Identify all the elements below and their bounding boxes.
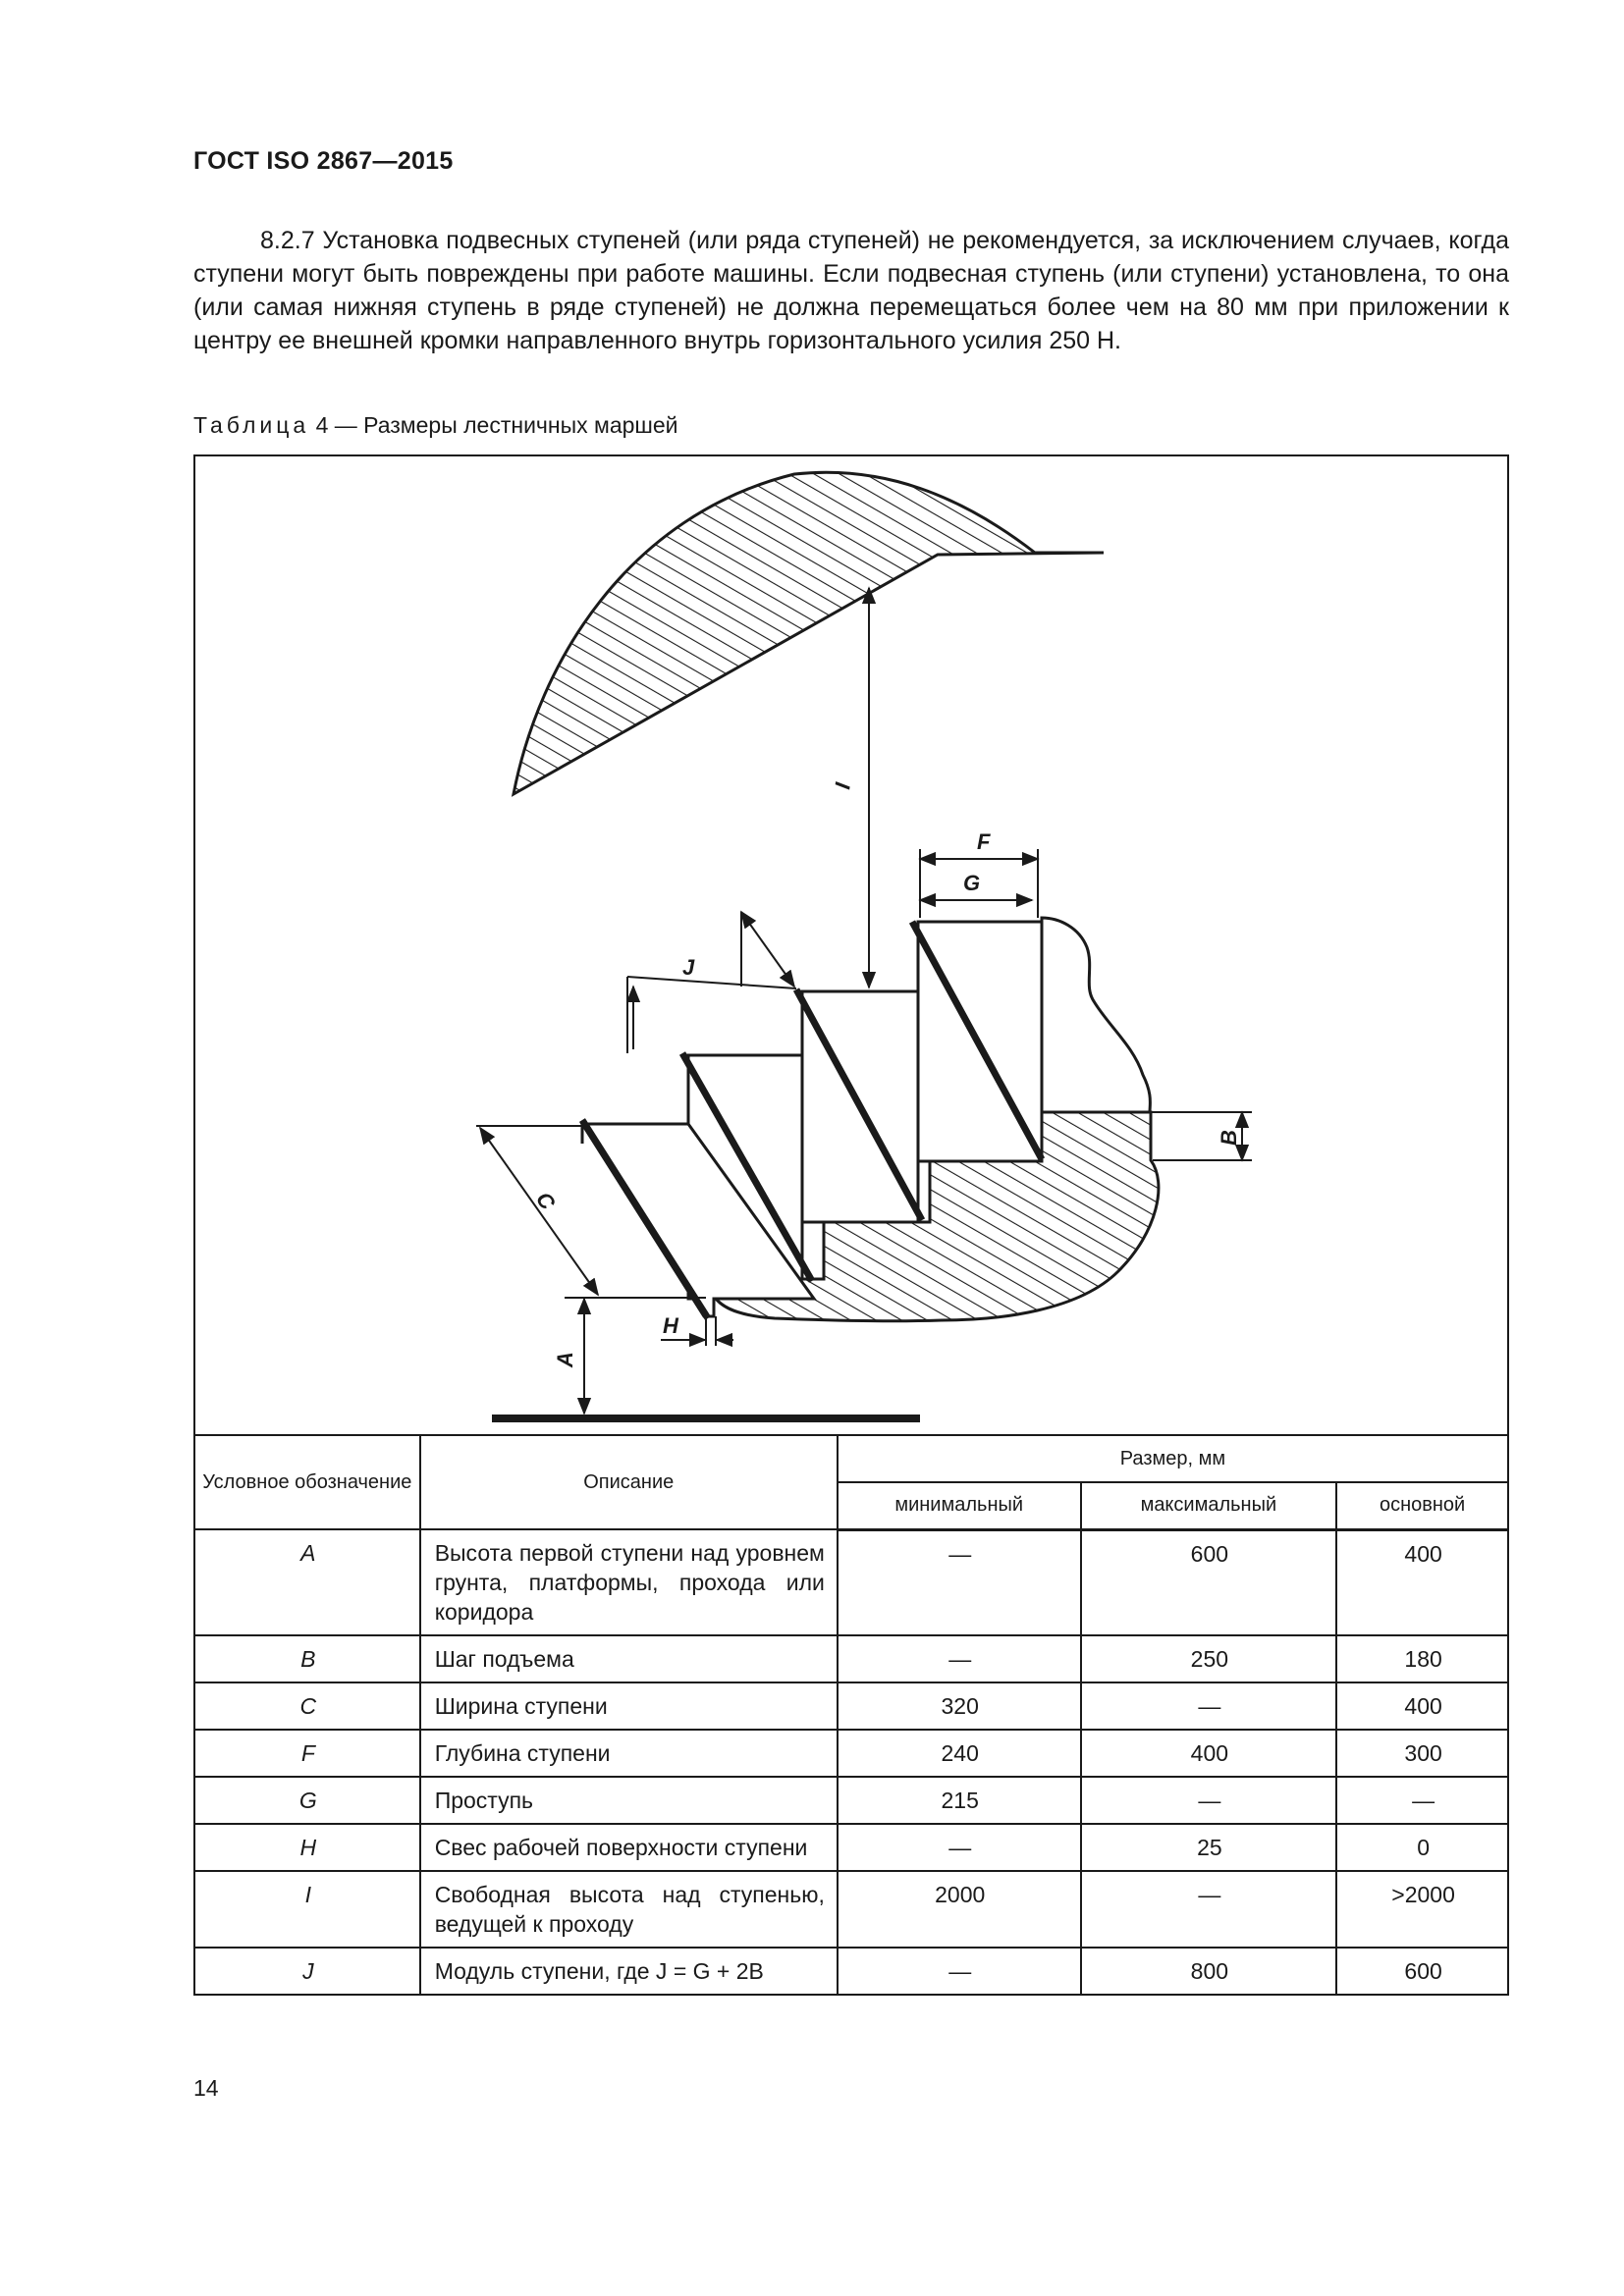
cell-description: Ширина ступени — [420, 1682, 838, 1730]
cell-symbol: C — [194, 1682, 420, 1730]
table-row — [194, 1777, 1508, 1824]
cell-description: Модуль ступени, где J = G + 2B — [420, 1948, 838, 1995]
cell-min: 320 — [838, 1682, 1081, 1730]
dim-label-f: F — [977, 829, 991, 854]
cell-symbol: H — [194, 1824, 420, 1871]
cell-base: — — [1336, 1777, 1508, 1824]
cell-description: Шаг подъема — [420, 1635, 838, 1682]
cell-symbol: B — [194, 1635, 420, 1682]
table-caption — [193, 412, 678, 439]
cell-description: Свес рабочей поверхности ступени — [420, 1824, 838, 1871]
dim-label-b: B — [1217, 1130, 1241, 1146]
cell-base: 400 — [1336, 1529, 1508, 1635]
header-base: основной — [1336, 1482, 1508, 1529]
stair-figure-frame — [193, 454, 1509, 1434]
table-row — [194, 1682, 1508, 1730]
cell-max: 25 — [1081, 1824, 1337, 1871]
cell-base: 400 — [1336, 1682, 1508, 1730]
cell-max: 800 — [1081, 1948, 1337, 1995]
dim-label-j: J — [682, 955, 695, 980]
header-size: Размер, мм — [838, 1435, 1508, 1482]
cell-max: 400 — [1081, 1730, 1337, 1777]
cell-max: — — [1081, 1871, 1337, 1948]
header-symbol: Условное обозначение — [194, 1435, 420, 1529]
table-row — [194, 1948, 1508, 1995]
cell-max: 250 — [1081, 1635, 1337, 1682]
wall-section — [1042, 918, 1150, 1112]
cell-max: — — [1081, 1777, 1337, 1824]
dim-label-i: I — [830, 780, 855, 791]
dim-label-g: G — [963, 871, 981, 895]
table-row — [194, 1730, 1508, 1777]
cell-base: 600 — [1336, 1948, 1508, 1995]
ceiling-obstacle — [514, 472, 1104, 794]
dim-label-c: C — [530, 1187, 561, 1214]
dim-line-j — [741, 912, 794, 987]
cell-description: Высота первой ступени над уровнем грунта, платформы, прохода или коридора — [420, 1529, 838, 1635]
cell-max: — — [1081, 1682, 1337, 1730]
cell-base: 300 — [1336, 1730, 1508, 1777]
stair-drawing — [195, 456, 1507, 1436]
page-number: 14 — [193, 2075, 219, 2101]
cell-description: Глубина ступени — [420, 1730, 838, 1777]
cell-symbol: G — [194, 1777, 420, 1824]
table-caption-word: Таблица — [193, 412, 310, 438]
table-row — [194, 1635, 1508, 1682]
dim-label-a: A — [553, 1352, 577, 1367]
cell-base: >2000 — [1336, 1871, 1508, 1948]
cell-min: 2000 — [838, 1871, 1081, 1948]
cell-base: 0 — [1336, 1824, 1508, 1871]
cell-min: — — [838, 1635, 1081, 1682]
table-row — [194, 1871, 1508, 1948]
cell-min: — — [838, 1948, 1081, 1995]
stair-dimensions-table — [193, 1434, 1509, 1996]
table-caption-title: 4 — Размеры лестничных маршей — [309, 412, 678, 438]
clause-8-2-7: 8.2.7 Установка подвесных ступеней (или ряда ступеней) не рекомендуется, за исключением случаев, когда ступени могут быть повреждены при работе машины. Если подвесная ступень (или ступени) установлена, то она (или самая нижняя ступень в ряде ступеней) не должна перемещаться более чем на 80 мм при приложении к центру ее внешней кромки направленного внутрь горизонтального усилия 250 Н. — [193, 227, 1509, 354]
table-row — [194, 1824, 1508, 1871]
cell-symbol: I — [194, 1871, 420, 1948]
cell-symbol: J — [194, 1948, 420, 1995]
header-max: максимальный — [1081, 1482, 1337, 1529]
cell-min: — — [838, 1529, 1081, 1635]
cell-min: 240 — [838, 1730, 1081, 1777]
cell-description: Свободная высота над ступенью, ведущей к проходу — [420, 1871, 838, 1948]
cell-min: — — [838, 1824, 1081, 1871]
cell-min: 215 — [838, 1777, 1081, 1824]
dim-label-h: H — [663, 1313, 678, 1338]
cell-description: Проступь — [420, 1777, 838, 1824]
table-row — [194, 1529, 1508, 1635]
cell-base: 180 — [1336, 1635, 1508, 1682]
header-description: Описание — [420, 1435, 838, 1529]
document-header: ГОСТ ISO 2867—2015 — [193, 147, 454, 175]
cell-symbol: F — [194, 1730, 420, 1777]
cell-symbol: A — [194, 1529, 420, 1635]
cell-max: 600 — [1081, 1529, 1337, 1635]
header-min: минимальный — [838, 1482, 1081, 1529]
